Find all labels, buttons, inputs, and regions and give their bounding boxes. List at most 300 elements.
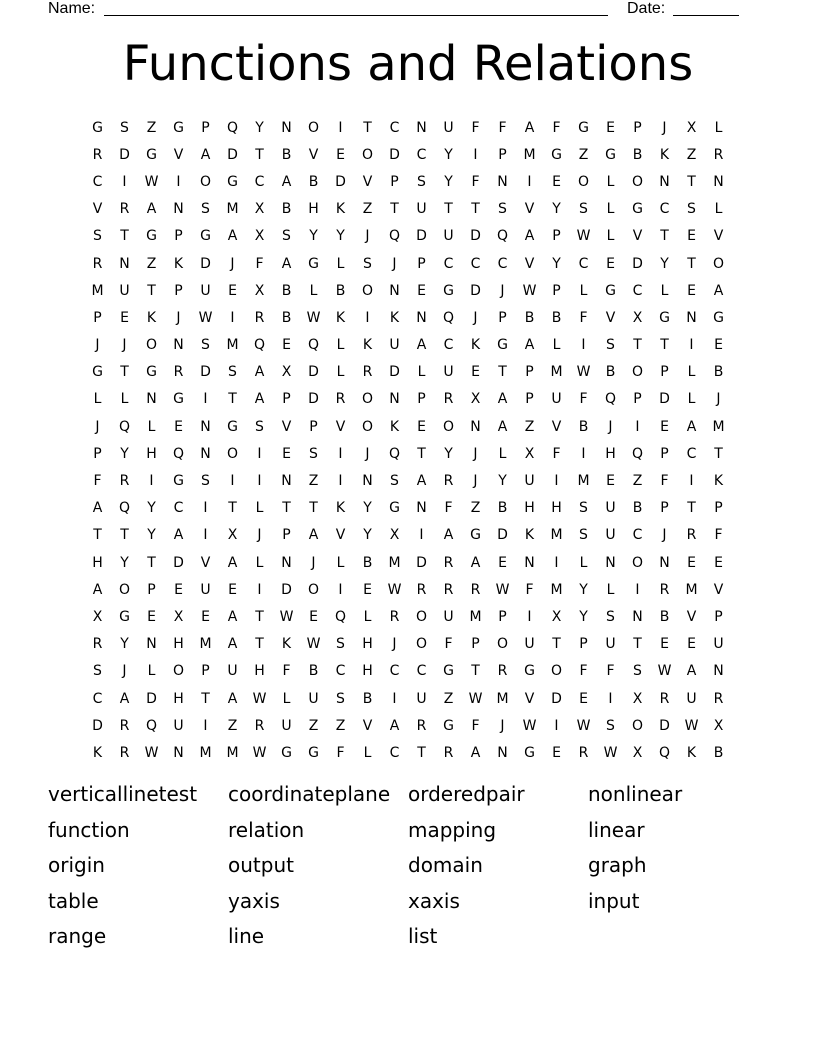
grid-cell[interactable]: E [147, 608, 156, 625]
grid-cell[interactable]: K [470, 337, 481, 354]
grid-cell[interactable]: A [470, 554, 481, 571]
grid-cell[interactable]: E [120, 309, 129, 326]
grid-cell[interactable]: X [254, 228, 265, 245]
grid-cell[interactable]: Q [253, 337, 266, 354]
grid-cell[interactable]: B [362, 690, 373, 707]
grid-cell[interactable]: E [606, 119, 615, 136]
grid-cell[interactable]: S [606, 608, 615, 625]
grid-cell[interactable]: V [281, 418, 292, 435]
grid-cell[interactable]: X [632, 690, 643, 707]
grid-cell[interactable]: J [500, 282, 505, 299]
grid-cell[interactable]: H [308, 201, 319, 218]
grid-cell[interactable]: I [554, 554, 559, 571]
grid-cell[interactable]: L [336, 255, 345, 272]
grid-cell[interactable]: E [687, 228, 696, 245]
grid-cell[interactable]: V [524, 690, 535, 707]
grid-cell[interactable]: X [713, 717, 724, 734]
grid-cell[interactable]: X [551, 608, 562, 625]
grid-cell[interactable]: D [173, 554, 184, 571]
grid-cell[interactable]: A [416, 473, 427, 490]
grid-cell[interactable]: A [686, 418, 697, 435]
grid-cell[interactable]: S [687, 201, 696, 218]
grid-cell[interactable]: I [257, 581, 262, 598]
grid-cell[interactable]: L [687, 391, 696, 408]
grid-cell[interactable]: Z [686, 146, 697, 163]
grid-cell[interactable]: P [525, 391, 534, 408]
grid-cell[interactable]: Y [120, 554, 129, 571]
grid-cell[interactable]: V [335, 527, 346, 544]
grid-cell[interactable]: M [550, 581, 563, 598]
grid-cell[interactable]: T [471, 201, 480, 218]
grid-cell[interactable]: S [336, 636, 345, 653]
grid-cell[interactable]: A [524, 119, 535, 136]
grid-cell[interactable]: N [659, 173, 670, 190]
grid-cell[interactable]: S [633, 663, 642, 680]
grid-cell[interactable]: C [443, 337, 454, 354]
grid-cell[interactable]: A [227, 554, 238, 571]
grid-cell[interactable]: N [497, 173, 508, 190]
grid-cell[interactable]: M [496, 690, 509, 707]
grid-cell[interactable]: R [443, 581, 454, 598]
grid-cell[interactable]: H [551, 500, 562, 517]
grid-cell[interactable]: G [227, 418, 238, 435]
grid-cell[interactable]: I [581, 445, 586, 462]
grid-cell[interactable]: L [579, 554, 588, 571]
grid-cell[interactable]: U [524, 636, 535, 653]
grid-cell[interactable]: N [416, 119, 427, 136]
grid-cell[interactable]: S [363, 255, 372, 272]
grid-cell[interactable]: D [389, 364, 400, 381]
grid-cell[interactable]: V [713, 581, 724, 598]
grid-cell[interactable]: G [551, 146, 562, 163]
grid-cell[interactable]: B [713, 364, 724, 381]
grid-cell[interactable]: M [469, 608, 482, 625]
grid-cell[interactable]: P [174, 228, 183, 245]
grid-cell[interactable]: J [662, 119, 667, 136]
grid-cell[interactable]: M [226, 201, 239, 218]
grid-cell[interactable]: M [199, 636, 212, 653]
grid-cell[interactable]: T [687, 173, 696, 190]
grid-cell[interactable]: B [632, 146, 643, 163]
grid-cell[interactable]: H [254, 663, 265, 680]
grid-cell[interactable]: K [389, 418, 400, 435]
grid-cell[interactable]: J [311, 554, 316, 571]
grid-cell[interactable]: C [389, 744, 400, 761]
grid-cell[interactable]: X [92, 608, 103, 625]
grid-cell[interactable]: U [713, 636, 724, 653]
grid-cell[interactable]: F [606, 663, 615, 680]
grid-cell[interactable]: F [552, 119, 561, 136]
grid-cell[interactable]: U [281, 717, 292, 734]
grid-cell[interactable]: R [659, 581, 670, 598]
grid-cell[interactable]: W [657, 663, 672, 680]
grid-cell[interactable]: T [633, 337, 642, 354]
grid-cell[interactable]: R [470, 581, 481, 598]
grid-cell[interactable]: G [173, 473, 184, 490]
grid-cell[interactable]: E [552, 744, 561, 761]
grid-cell[interactable]: S [606, 717, 615, 734]
grid-cell[interactable]: P [498, 146, 507, 163]
grid-cell[interactable]: G [173, 391, 184, 408]
grid-cell[interactable]: O [361, 418, 374, 435]
grid-cell[interactable]: T [147, 282, 156, 299]
grid-cell[interactable]: W [144, 173, 159, 190]
grid-cell[interactable]: V [686, 608, 697, 625]
grid-cell[interactable]: E [714, 337, 723, 354]
grid-cell[interactable]: U [308, 690, 319, 707]
grid-cell[interactable]: W [576, 364, 591, 381]
grid-cell[interactable]: X [470, 391, 481, 408]
grid-cell[interactable]: F [444, 500, 453, 517]
grid-cell[interactable]: A [281, 255, 292, 272]
grid-cell[interactable]: T [255, 608, 264, 625]
grid-cell[interactable]: S [498, 201, 507, 218]
grid-cell[interactable]: R [254, 309, 265, 326]
grid-cell[interactable]: I [689, 473, 694, 490]
grid-cell[interactable]: I [635, 418, 640, 435]
grid-cell[interactable]: G [308, 744, 319, 761]
grid-cell[interactable]: I [527, 608, 532, 625]
grid-cell[interactable]: L [498, 445, 507, 462]
grid-cell[interactable]: H [92, 554, 103, 571]
grid-cell[interactable]: J [365, 445, 370, 462]
grid-cell[interactable]: I [473, 146, 478, 163]
grid-cell[interactable]: C [92, 690, 103, 707]
grid-cell[interactable]: R [713, 146, 724, 163]
grid-cell[interactable]: S [93, 228, 102, 245]
grid-cell[interactable]: B [281, 282, 292, 299]
grid-cell[interactable]: C [686, 445, 697, 462]
grid-cell[interactable]: U [605, 527, 616, 544]
grid-cell[interactable]: P [498, 309, 507, 326]
grid-cell[interactable]: G [524, 744, 535, 761]
grid-cell[interactable]: Z [524, 418, 535, 435]
grid-cell[interactable]: T [417, 744, 426, 761]
grid-cell[interactable]: R [713, 690, 724, 707]
grid-cell[interactable]: V [173, 146, 184, 163]
grid-cell[interactable]: D [470, 282, 481, 299]
grid-cell[interactable]: U [443, 119, 454, 136]
grid-cell[interactable]: R [416, 581, 427, 598]
grid-cell[interactable]: B [632, 500, 643, 517]
grid-cell[interactable]: N [713, 663, 724, 680]
grid-cell[interactable]: P [282, 527, 291, 544]
grid-cell[interactable]: R [119, 473, 130, 490]
grid-cell[interactable]: A [443, 527, 454, 544]
grid-cell[interactable]: C [470, 255, 481, 272]
grid-cell[interactable]: E [309, 608, 318, 625]
grid-cell[interactable]: G [524, 663, 535, 680]
grid-cell[interactable]: E [471, 364, 480, 381]
grid-cell[interactable]: N [173, 744, 184, 761]
grid-cell[interactable]: K [335, 500, 346, 517]
grid-cell[interactable]: I [554, 717, 559, 734]
grid-cell[interactable]: D [200, 255, 211, 272]
grid-cell[interactable]: W [279, 608, 294, 625]
grid-cell[interactable]: D [146, 690, 157, 707]
grid-cell[interactable]: I [203, 391, 208, 408]
word-search-grid[interactable] [84, 114, 732, 767]
grid-cell[interactable]: K [524, 527, 535, 544]
grid-cell[interactable]: A [227, 228, 238, 245]
grid-cell[interactable]: O [631, 173, 644, 190]
grid-cell[interactable]: T [633, 636, 642, 653]
grid-cell[interactable]: R [119, 744, 130, 761]
grid-cell[interactable]: V [713, 228, 724, 245]
grid-cell[interactable]: P [282, 391, 291, 408]
grid-cell[interactable]: P [660, 364, 669, 381]
grid-cell[interactable]: N [281, 554, 292, 571]
grid-cell[interactable]: I [338, 119, 343, 136]
grid-cell[interactable]: E [201, 608, 210, 625]
grid-cell[interactable]: N [281, 119, 292, 136]
grid-cell[interactable]: B [578, 418, 589, 435]
grid-cell[interactable]: I [338, 581, 343, 598]
grid-cell[interactable]: L [552, 337, 561, 354]
grid-cell[interactable]: T [390, 201, 399, 218]
grid-cell[interactable]: G [146, 364, 157, 381]
grid-cell[interactable]: G [605, 146, 616, 163]
grid-cell[interactable]: U [227, 663, 238, 680]
grid-cell[interactable]: B [281, 201, 292, 218]
grid-cell[interactable]: E [174, 418, 183, 435]
grid-cell[interactable]: N [146, 636, 157, 653]
grid-cell[interactable]: Z [146, 255, 157, 272]
grid-cell[interactable]: Q [388, 228, 401, 245]
grid-cell[interactable]: G [497, 337, 508, 354]
grid-cell[interactable]: J [176, 309, 181, 326]
grid-cell[interactable]: U [524, 473, 535, 490]
grid-cell[interactable]: R [659, 690, 670, 707]
grid-cell[interactable]: G [443, 282, 454, 299]
grid-cell[interactable]: I [122, 173, 127, 190]
grid-cell[interactable]: Q [118, 418, 131, 435]
grid-cell[interactable]: W [576, 228, 591, 245]
grid-cell[interactable]: D [632, 255, 643, 272]
grid-cell[interactable]: O [550, 663, 563, 680]
grid-cell[interactable]: G [443, 663, 454, 680]
grid-cell[interactable]: O [712, 255, 725, 272]
grid-cell[interactable]: Y [120, 445, 129, 462]
grid-cell[interactable]: R [173, 364, 184, 381]
grid-cell[interactable]: O [577, 173, 590, 190]
grid-cell[interactable]: O [226, 445, 239, 462]
grid-cell[interactable]: W [144, 744, 159, 761]
grid-cell[interactable]: X [632, 744, 643, 761]
grid-cell[interactable]: E [687, 636, 696, 653]
grid-cell[interactable]: P [552, 228, 561, 245]
grid-cell[interactable]: A [713, 282, 724, 299]
grid-cell[interactable]: A [173, 527, 184, 544]
grid-cell[interactable]: A [254, 391, 265, 408]
grid-cell[interactable]: S [579, 201, 588, 218]
grid-cell[interactable]: N [389, 282, 400, 299]
grid-cell[interactable]: A [497, 391, 508, 408]
grid-cell[interactable]: A [686, 663, 697, 680]
grid-cell[interactable]: J [473, 309, 478, 326]
grid-cell[interactable]: P [201, 119, 210, 136]
grid-cell[interactable]: J [122, 337, 127, 354]
grid-cell[interactable]: R [578, 744, 589, 761]
grid-cell[interactable]: F [714, 527, 723, 544]
grid-cell[interactable]: S [579, 527, 588, 544]
grid-cell[interactable]: I [554, 473, 559, 490]
grid-cell[interactable]: C [416, 663, 427, 680]
grid-cell[interactable]: I [338, 473, 343, 490]
grid-cell[interactable]: M [388, 554, 401, 571]
grid-cell[interactable]: Q [118, 500, 131, 517]
grid-cell[interactable]: C [335, 663, 346, 680]
grid-cell[interactable]: W [198, 309, 213, 326]
grid-cell[interactable]: I [176, 173, 181, 190]
grid-cell[interactable]: D [659, 717, 670, 734]
grid-cell[interactable]: E [417, 418, 426, 435]
grid-cell[interactable]: K [335, 309, 346, 326]
grid-cell[interactable]: U [416, 690, 427, 707]
grid-cell[interactable]: T [444, 201, 453, 218]
grid-cell[interactable]: N [416, 500, 427, 517]
grid-cell[interactable]: X [227, 527, 238, 544]
grid-cell[interactable]: U [605, 500, 616, 517]
grid-cell[interactable]: Y [336, 228, 345, 245]
grid-cell[interactable]: G [173, 119, 184, 136]
grid-cell[interactable]: T [687, 500, 696, 517]
grid-cell[interactable]: D [200, 364, 211, 381]
grid-cell[interactable]: J [662, 527, 667, 544]
grid-cell[interactable]: U [119, 282, 130, 299]
grid-cell[interactable]: Y [444, 146, 453, 163]
grid-cell[interactable]: N [119, 255, 130, 272]
grid-cell[interactable]: G [119, 608, 130, 625]
grid-cell[interactable]: A [389, 717, 400, 734]
grid-cell[interactable]: J [95, 337, 100, 354]
grid-cell[interactable]: W [522, 282, 537, 299]
grid-cell[interactable]: B [497, 500, 508, 517]
grid-cell[interactable]: K [173, 255, 184, 272]
grid-cell[interactable]: B [659, 608, 670, 625]
grid-cell[interactable]: S [201, 337, 210, 354]
grid-cell[interactable]: V [92, 201, 103, 218]
grid-cell[interactable]: Z [632, 473, 643, 490]
grid-cell[interactable]: T [471, 663, 480, 680]
grid-cell[interactable]: C [389, 119, 400, 136]
grid-cell[interactable]: Q [631, 445, 644, 462]
grid-cell[interactable]: X [254, 282, 265, 299]
grid-cell[interactable]: O [145, 337, 158, 354]
grid-cell[interactable]: L [417, 364, 426, 381]
grid-cell[interactable]: W [306, 309, 321, 326]
grid-cell[interactable]: F [471, 717, 480, 734]
grid-cell[interactable]: G [578, 119, 589, 136]
grid-cell[interactable]: F [255, 255, 264, 272]
grid-cell[interactable]: R [92, 255, 103, 272]
grid-cell[interactable]: V [524, 255, 535, 272]
grid-cell[interactable]: L [282, 690, 291, 707]
grid-cell[interactable]: L [363, 744, 372, 761]
grid-cell[interactable]: D [389, 146, 400, 163]
grid-cell[interactable]: C [173, 500, 184, 517]
grid-cell[interactable]: N [173, 337, 184, 354]
grid-cell[interactable]: Y [552, 255, 561, 272]
grid-cell[interactable]: B [308, 663, 319, 680]
grid-cell[interactable]: A [146, 201, 157, 218]
grid-cell[interactable]: C [254, 173, 265, 190]
grid-cell[interactable]: G [92, 364, 103, 381]
grid-cell[interactable]: V [632, 228, 643, 245]
grid-cell[interactable]: I [338, 445, 343, 462]
grid-cell[interactable]: A [200, 146, 211, 163]
grid-cell[interactable]: L [147, 418, 156, 435]
grid-cell[interactable]: S [255, 418, 264, 435]
grid-cell[interactable]: T [687, 255, 696, 272]
grid-cell[interactable]: N [686, 309, 697, 326]
grid-cell[interactable]: K [335, 201, 346, 218]
grid-cell[interactable]: I [527, 173, 532, 190]
grid-cell[interactable]: Z [470, 500, 481, 517]
grid-cell[interactable]: T [552, 636, 561, 653]
grid-cell[interactable]: U [173, 717, 184, 734]
grid-cell[interactable]: Q [226, 119, 239, 136]
grid-cell[interactable]: I [419, 527, 424, 544]
grid-cell[interactable]: T [120, 228, 129, 245]
grid-cell[interactable]: D [659, 391, 670, 408]
grid-cell[interactable]: M [712, 418, 725, 435]
grid-cell[interactable]: A [524, 228, 535, 245]
grid-cell[interactable]: N [416, 309, 427, 326]
grid-cell[interactable]: T [255, 636, 264, 653]
grid-cell[interactable]: A [227, 636, 238, 653]
grid-cell[interactable]: N [470, 418, 481, 435]
grid-cell[interactable]: T [93, 527, 102, 544]
grid-cell[interactable]: K [362, 337, 373, 354]
grid-cell[interactable]: O [361, 146, 374, 163]
grid-cell[interactable]: I [689, 337, 694, 354]
grid-cell[interactable]: B [362, 554, 373, 571]
grid-cell[interactable]: P [93, 445, 102, 462]
grid-cell[interactable]: Z [308, 473, 319, 490]
grid-cell[interactable]: I [257, 445, 262, 462]
grid-cell[interactable]: Z [335, 717, 346, 734]
grid-cell[interactable]: G [632, 201, 643, 218]
grid-cell[interactable]: O [496, 636, 509, 653]
grid-cell[interactable]: U [200, 581, 211, 598]
grid-cell[interactable]: D [227, 146, 238, 163]
grid-cell[interactable]: A [254, 364, 265, 381]
grid-cell[interactable]: R [443, 554, 454, 571]
grid-cell[interactable]: L [147, 663, 156, 680]
grid-cell[interactable]: V [524, 201, 535, 218]
grid-cell[interactable]: A [119, 690, 130, 707]
grid-cell[interactable]: F [471, 173, 480, 190]
grid-cell[interactable]: C [92, 173, 103, 190]
grid-cell[interactable]: R [119, 201, 130, 218]
grid-cell[interactable]: J [257, 527, 262, 544]
grid-cell[interactable]: Y [552, 201, 561, 218]
grid-cell[interactable]: R [443, 473, 454, 490]
grid-cell[interactable]: T [660, 228, 669, 245]
grid-cell[interactable]: X [281, 364, 292, 381]
grid-cell[interactable]: D [308, 364, 319, 381]
grid-cell[interactable]: Y [579, 581, 588, 598]
grid-cell[interactable]: Z [362, 201, 373, 218]
grid-cell[interactable]: R [443, 744, 454, 761]
grid-cell[interactable]: W [252, 690, 267, 707]
grid-cell[interactable]: W [522, 717, 537, 734]
grid-cell[interactable]: I [635, 581, 640, 598]
grid-cell[interactable]: Q [604, 391, 617, 408]
grid-cell[interactable]: P [147, 581, 156, 598]
grid-cell[interactable]: A [308, 527, 319, 544]
